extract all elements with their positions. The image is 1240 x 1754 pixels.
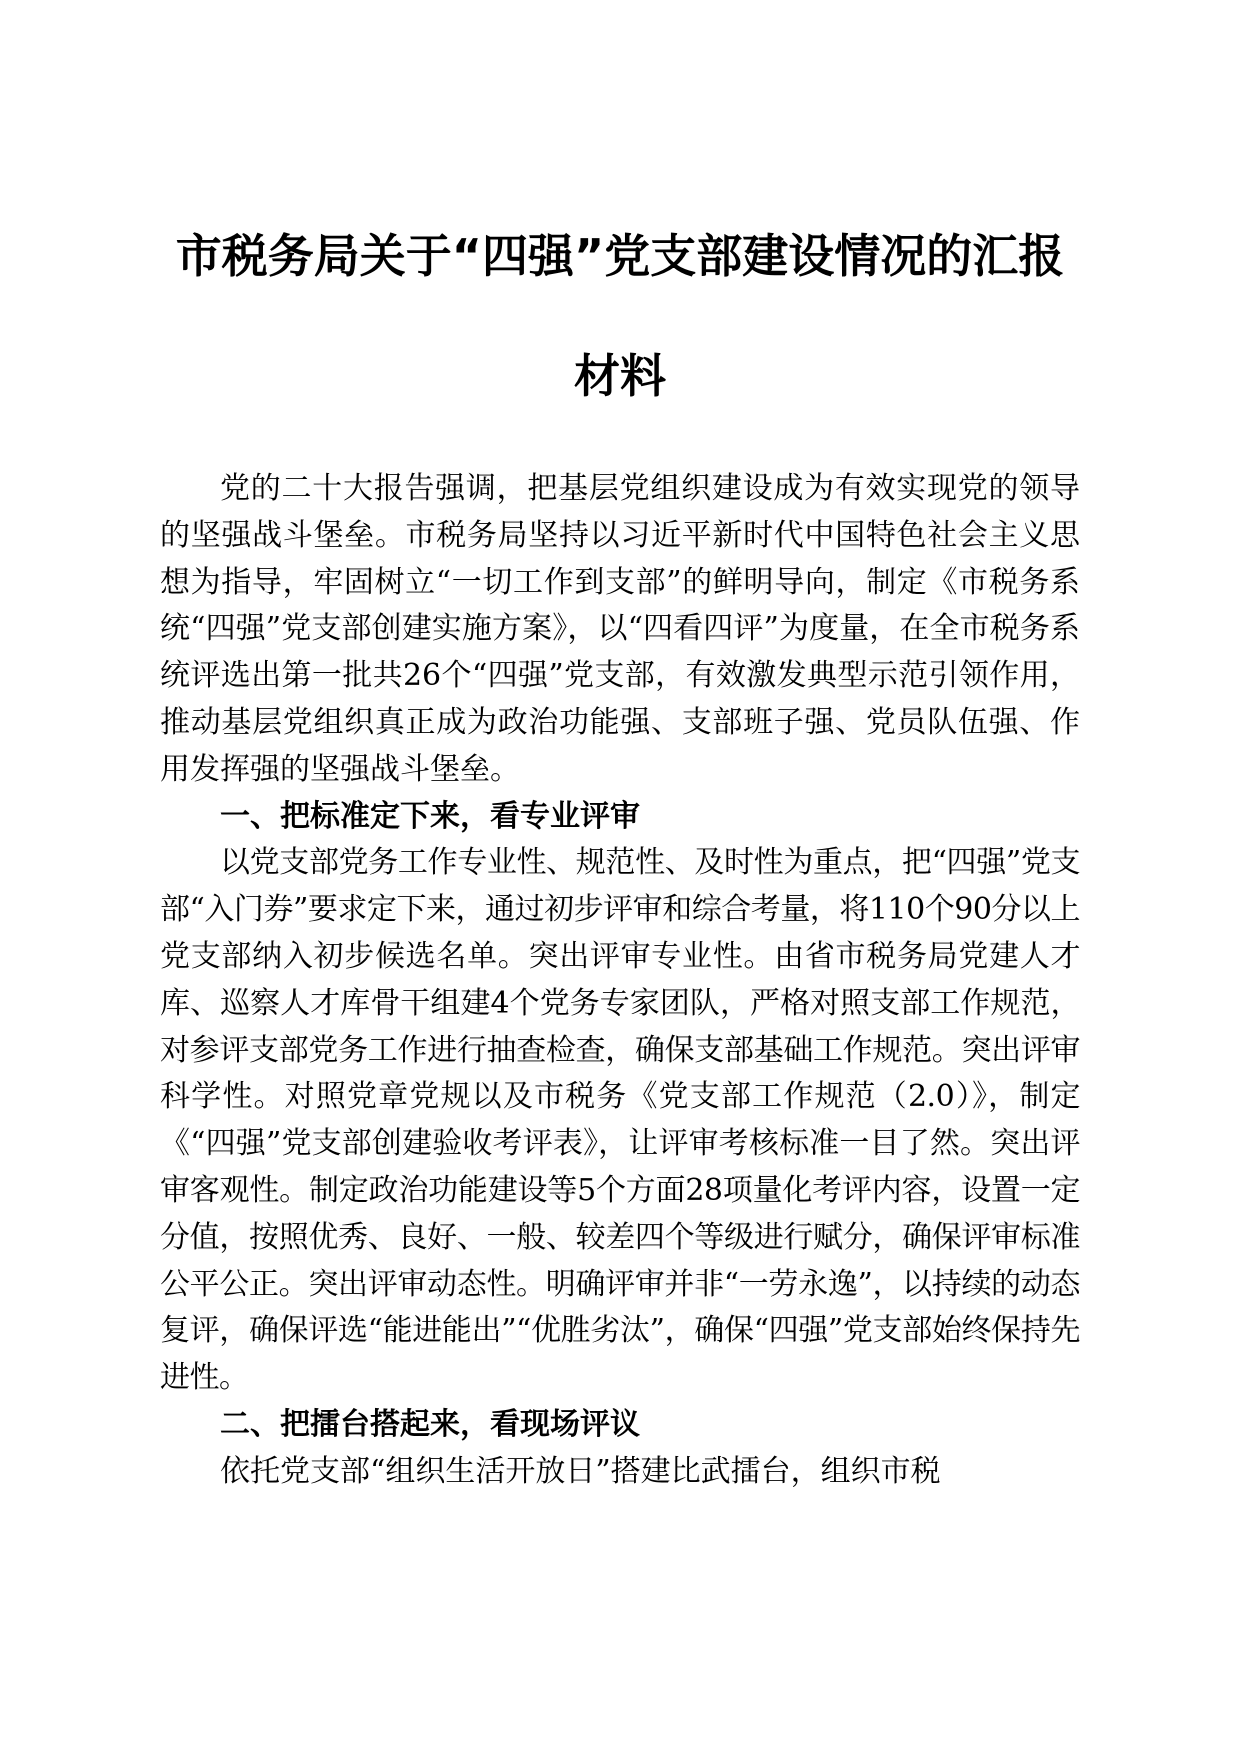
section1-paragraph: 以党支部党务工作专业性、规范性、及时性为重点，把“四强”党支部“入门券”要求定下来，通过初步评审和综合考量，将110个90分以上党支部纳入初步候选名单。突出评审专业性。由省市税务局党建人才库、巡察人才库骨干组建4个党务专家团队，严格对照支部工作规范，对参评支部党务工作进行抽查检查，确保支部基础工作规范。突出评审科学性。对照党章党规以及市税务《党支部工作规范（2.0）》，制定《“四强”党支部创建验收考评表》，让评审考核标准一目了然。突出评审客观性。制定政治功能建设等5个方面28项量化考评内容，设置一定分值，按照优秀、良好、一般、较差四个等级进行赋分，确保评审标准公平公正。突出评审动态性。明确评审并非“一劳永逸”，以持续的动态复评，确保评选“能进能出”“优胜劣汰”，确保“四强”党支部始终保持先进性。	[160, 845, 1080, 1396]
document-title-line1: 市税务局关于“四强”党支部建设情况的汇报	[175, 229, 1065, 283]
document-title-line2: 材料	[574, 349, 666, 403]
section1-heading: 一、把标准定下来，看专业评审	[220, 798, 640, 834]
section2-heading: 二、把擂台搭起来，看现场评议	[220, 1406, 640, 1442]
section2-paragraph: 依托党支部“组织生活开放日”搭建比武擂台，组织市税	[220, 1453, 941, 1489]
document-body	[160, 466, 1080, 1496]
intro-paragraph: 党的二十大报告强调，把基层党组织建设成为有效实现党的领导的坚强战斗堡垒。市税务局坚持以习近平新时代中国特色社会主义思想为指导，牢固树立“一切工作到支部”的鲜明导向，制定《市税务系统“四强”党支部创建实施方案》，以“四看四评”为度量，在全市税务系统评选出第一批共26个“四强”党支部，有效激发典型示范引领作用，推动基层党组织真正成为政治功能强、支部班子强、党员队伍强、作用发挥强的坚强战斗堡垒。	[160, 471, 1080, 787]
